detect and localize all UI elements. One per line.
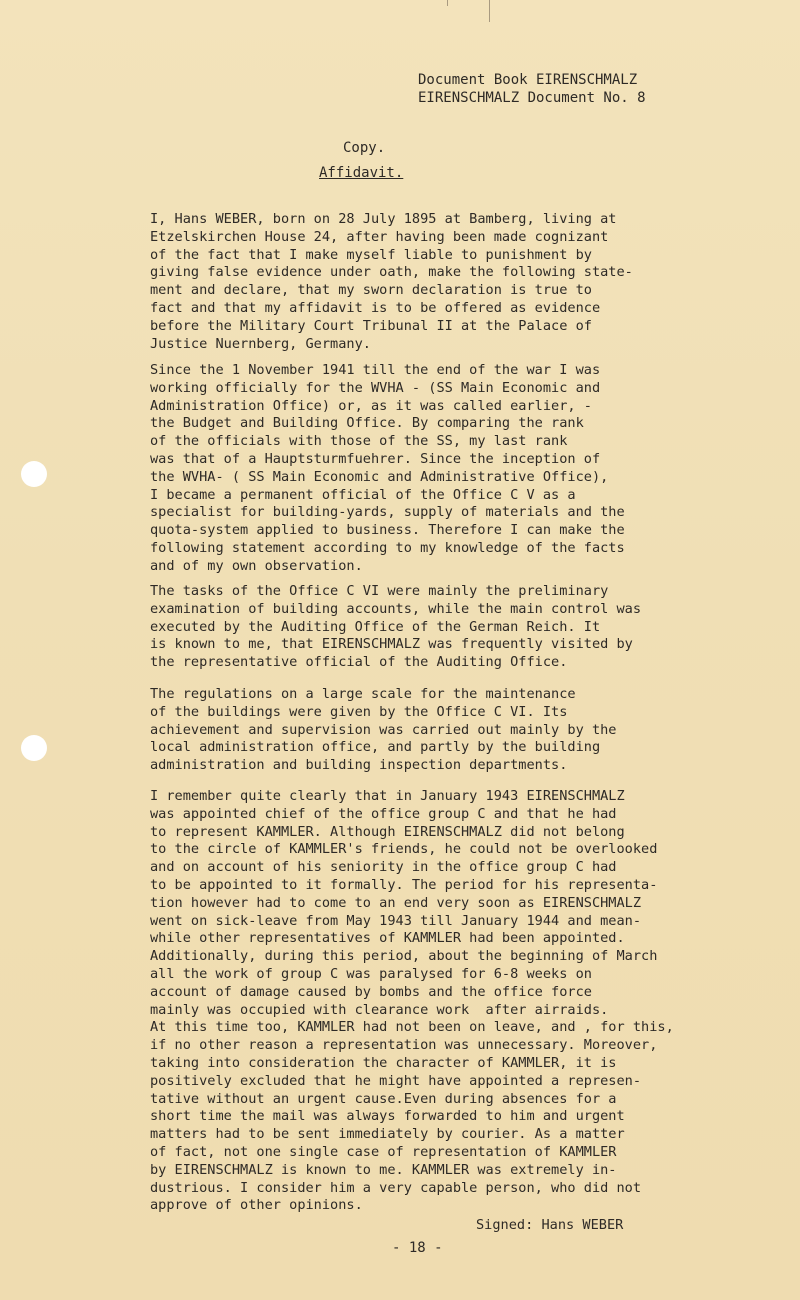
- document-header: [418, 71, 646, 107]
- fold-mark: [489, 0, 490, 22]
- paragraph-identity: I, Hans WEBER, born on 28 July 1895 at Bamberg, living at Etzelskirchen House 24, after having been made cognizant of the fact that I make myself liable to punishment by giving false evidence under oath, make the following state- ment and declare, that my sworn declaration is true to fact and that my affidavit is to be offered as evidence before the Military Court Tribunal II at the Palace of Justice Nuernberg, Germany.: [150, 211, 633, 352]
- paragraph-office-tasks: The tasks of the Office C VI were mainly the preliminary examination of building accounts, while the main control was executed by the Auditing Office of the German Reich. It is known to me, that EIRENSCHMALZ was frequently visited by the representative official of the Auditing Office.: [150, 583, 642, 671]
- affidavit-title: Affidavit.: [319, 165, 404, 181]
- paragraph-employment: Since the 1 November 1941 till the end of the war I was working officially for the WVHA - (SS Main Economic and Administration Office) or, as it was called earlier, - the Budget and Building Office. By comparing the rank of the officials with those of the SS, my last rank was that of a Hauptsturmfuehrer. Since the inception of the WVHA- ( SS Main Economic and Administrative Office), I became a permanent official of the Office C V as a specialist for building-yards, supply of materials and the quota-system applied to business. Therefore I can make the following statement according to my knowledge of the facts and of my own observation.: [150, 362, 625, 574]
- header-document-book: Document Book EIRENSCHMALZ: [418, 72, 638, 88]
- paragraph-testimony: I remember quite clearly that in January 1943 EIRENSCHMALZ was appointed chief of the office group C and that he had to represent KAMMLER. Although EIRENSCHMALZ did not belong to the circle of KAMMLER's friends, he could not be overlooked and on account of his seniority in the office group C had to be appointed to it formally. The period for his representa- tion however had to come to an end very soon as EIRENSCHMALZ went on sick-leave from May 1943 till January 1944 and mean- while other representatives of KAMMLER had been appointed. Additionally, during this period, about the beginning of March all the work of group C was paralysed for 6-8 weeks on account of damage caused by bombs and the office force mainly was occupied with clearance work after airraids. At this time too, KAMMLER had not been on leave, and , for this, if no other reason a representation was unnecessary. Moreover, taking into consideration the character of KAMMLER, it is positively excluded that he might have appointed a represen- tative without an urgent cause.Even during absences for a short time the mail was always forwarded to him and urgent matters had to be sent immediately by courier. As a matter of fact, not one single case of representation of KAMMLER by EIRENSCHMALZ is known to me. KAMMLER was extremely in- dustrious. I consider him a very capable person, who did not approve of other opinions.: [150, 788, 674, 1214]
- punch-hole-bottom: [21, 735, 47, 761]
- punch-hole-top: [21, 461, 47, 487]
- copy-label: Copy.: [343, 140, 386, 156]
- fold-mark: [447, 0, 448, 6]
- signature-line: Signed: Hans WEBER: [476, 1217, 624, 1233]
- header-document-number: EIRENSCHMALZ Document No. 8: [418, 90, 646, 106]
- paragraph-regulations: The regulations on a large scale for the maintenance of the buildings were given by the Office C VI. Its achievement and supervision was carried out mainly by the local administration office, and partly by the building administration and building inspection departments.: [150, 686, 617, 774]
- page-number: - 18 -: [392, 1240, 443, 1256]
